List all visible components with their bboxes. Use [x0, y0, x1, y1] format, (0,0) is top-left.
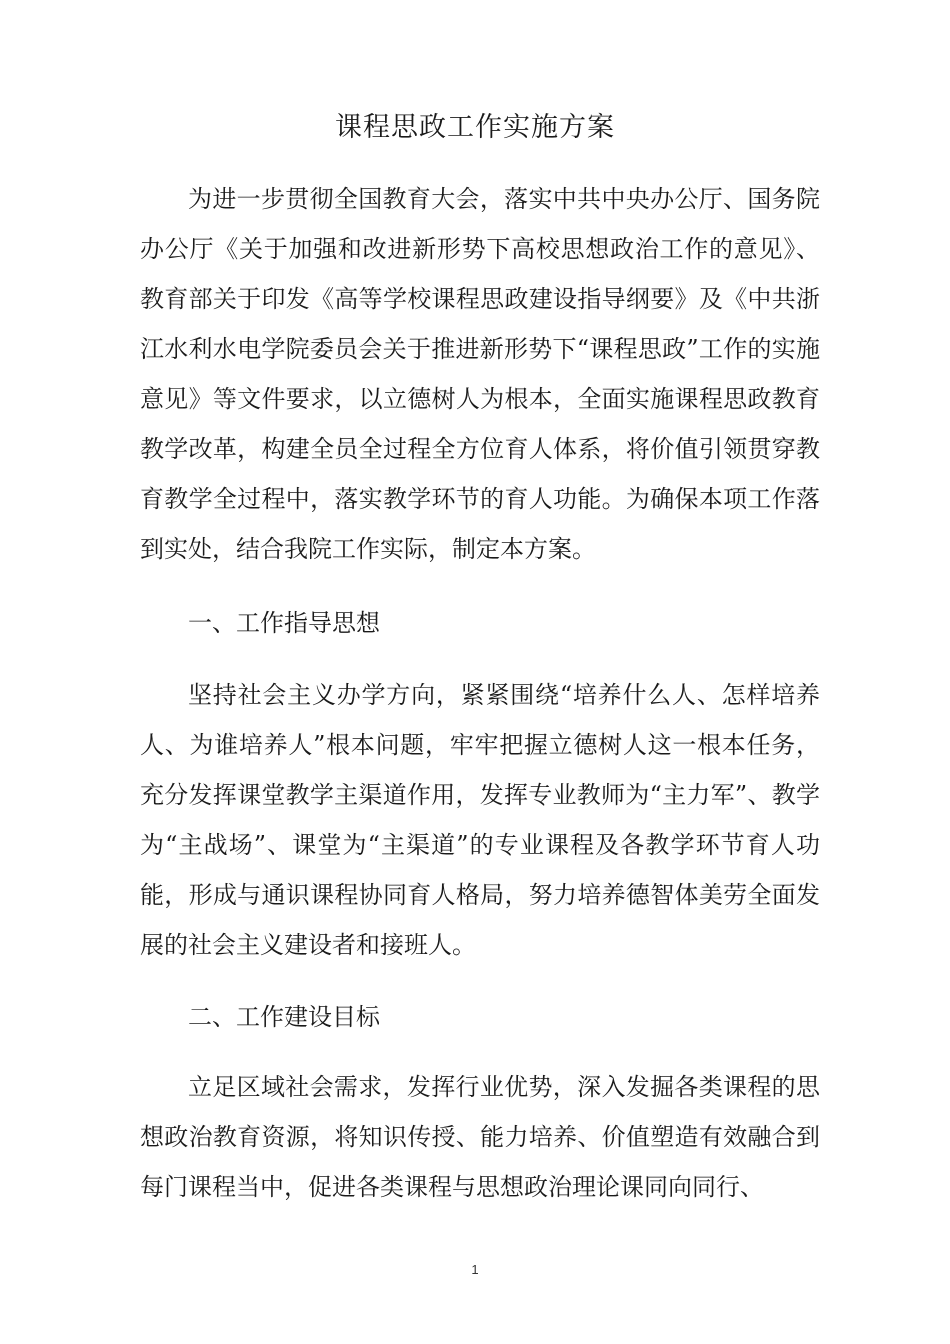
section-paragraph-2: 立足区域社会需求，发挥行业优势，深入发掘各类课程的思想政治教育资源，将知识传授、能力培养、价值塑造有效融合到每门课程当中，促进各类课程与思想政治理论课同向同行、 — [140, 1073, 820, 1201]
section-heading-1: 一、工作指导思想 — [188, 609, 380, 637]
section-construction-goal — [140, 992, 820, 1042]
page-number: 1 — [471, 1262, 479, 1277]
section-1-body — [140, 670, 820, 970]
section-paragraph-1: 坚持社会主义办学方向，紧紧围绕“培养什么人、怎样培养人、为谁培养人”根本问题，牢牢把握立德树人这一根本任务，充分发挥课堂教学主渠道作用，发挥专业教师为“主力军”、教学为“主战场”、课堂为“主渠道”的专业课程及各教学环节育人功能，形成与通识课程协同育人格局，努力培养德智体美劳全面发展的社会主义建设者和接班人。 — [140, 681, 820, 959]
intro-paragraph: 为进一步贯彻全国教育大会，落实中共中央办公厅、国务院办公厅《关于加强和改进新形势下高校思想政治工作的意见》、教育部关于印发《高等学校课程思政建设指导纲要》及《中共浙江水利水电学院委员会关于推进新形势下“课程思政”工作的实施意见》等文件要求，以立德树人为根本，全面实施课程思政教育教学改革，构建全员全过程全方位育人体系，将价值引领贯穿教育教学全过程中，落实教学环节的育人功能。为确保本项工作落到实处，结合我院工作实际，制定本方案。 — [140, 185, 820, 563]
section-guiding-ideology — [140, 598, 820, 648]
document-title: 课程思政工作实施方案 — [335, 112, 615, 143]
section-heading-2: 二、工作建设目标 — [188, 1003, 380, 1031]
intro-section — [140, 174, 820, 574]
section-2-body — [140, 1062, 820, 1212]
